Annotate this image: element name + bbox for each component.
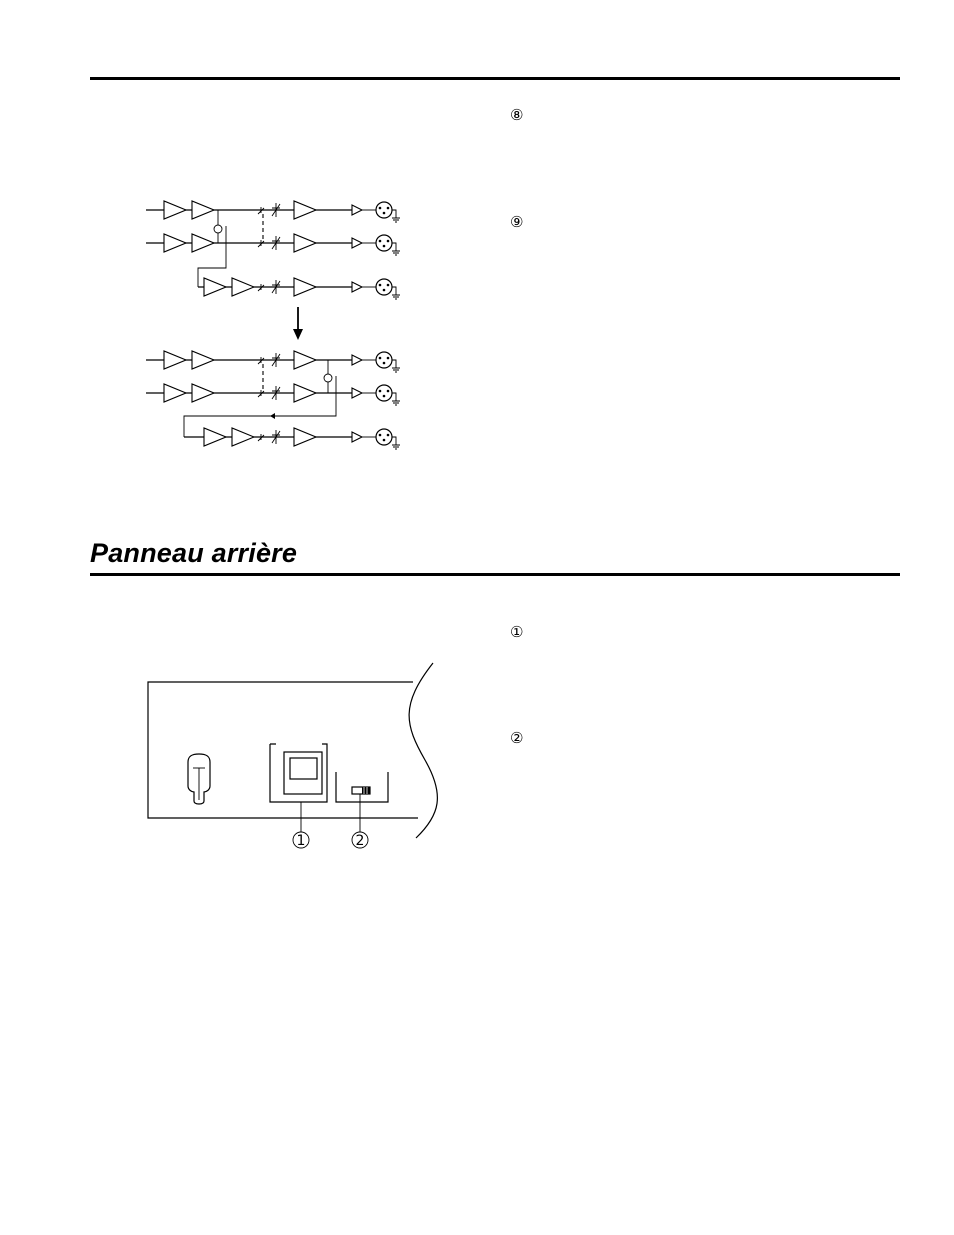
callout-1-label: 1 [296,833,306,849]
power-cord [188,754,210,804]
section-title: Panneau arrière [90,538,298,568]
voltage-selector [336,772,388,802]
marker-9: ⑨ [510,213,524,231]
marker-1: ① [510,623,524,641]
panel-break-line [409,663,437,838]
marker-8: ⑧ [510,106,524,124]
power-switch [270,744,327,802]
callout-2-label: 2 [355,833,365,849]
panel-outline [148,682,418,818]
marker-2: ② [510,729,524,747]
